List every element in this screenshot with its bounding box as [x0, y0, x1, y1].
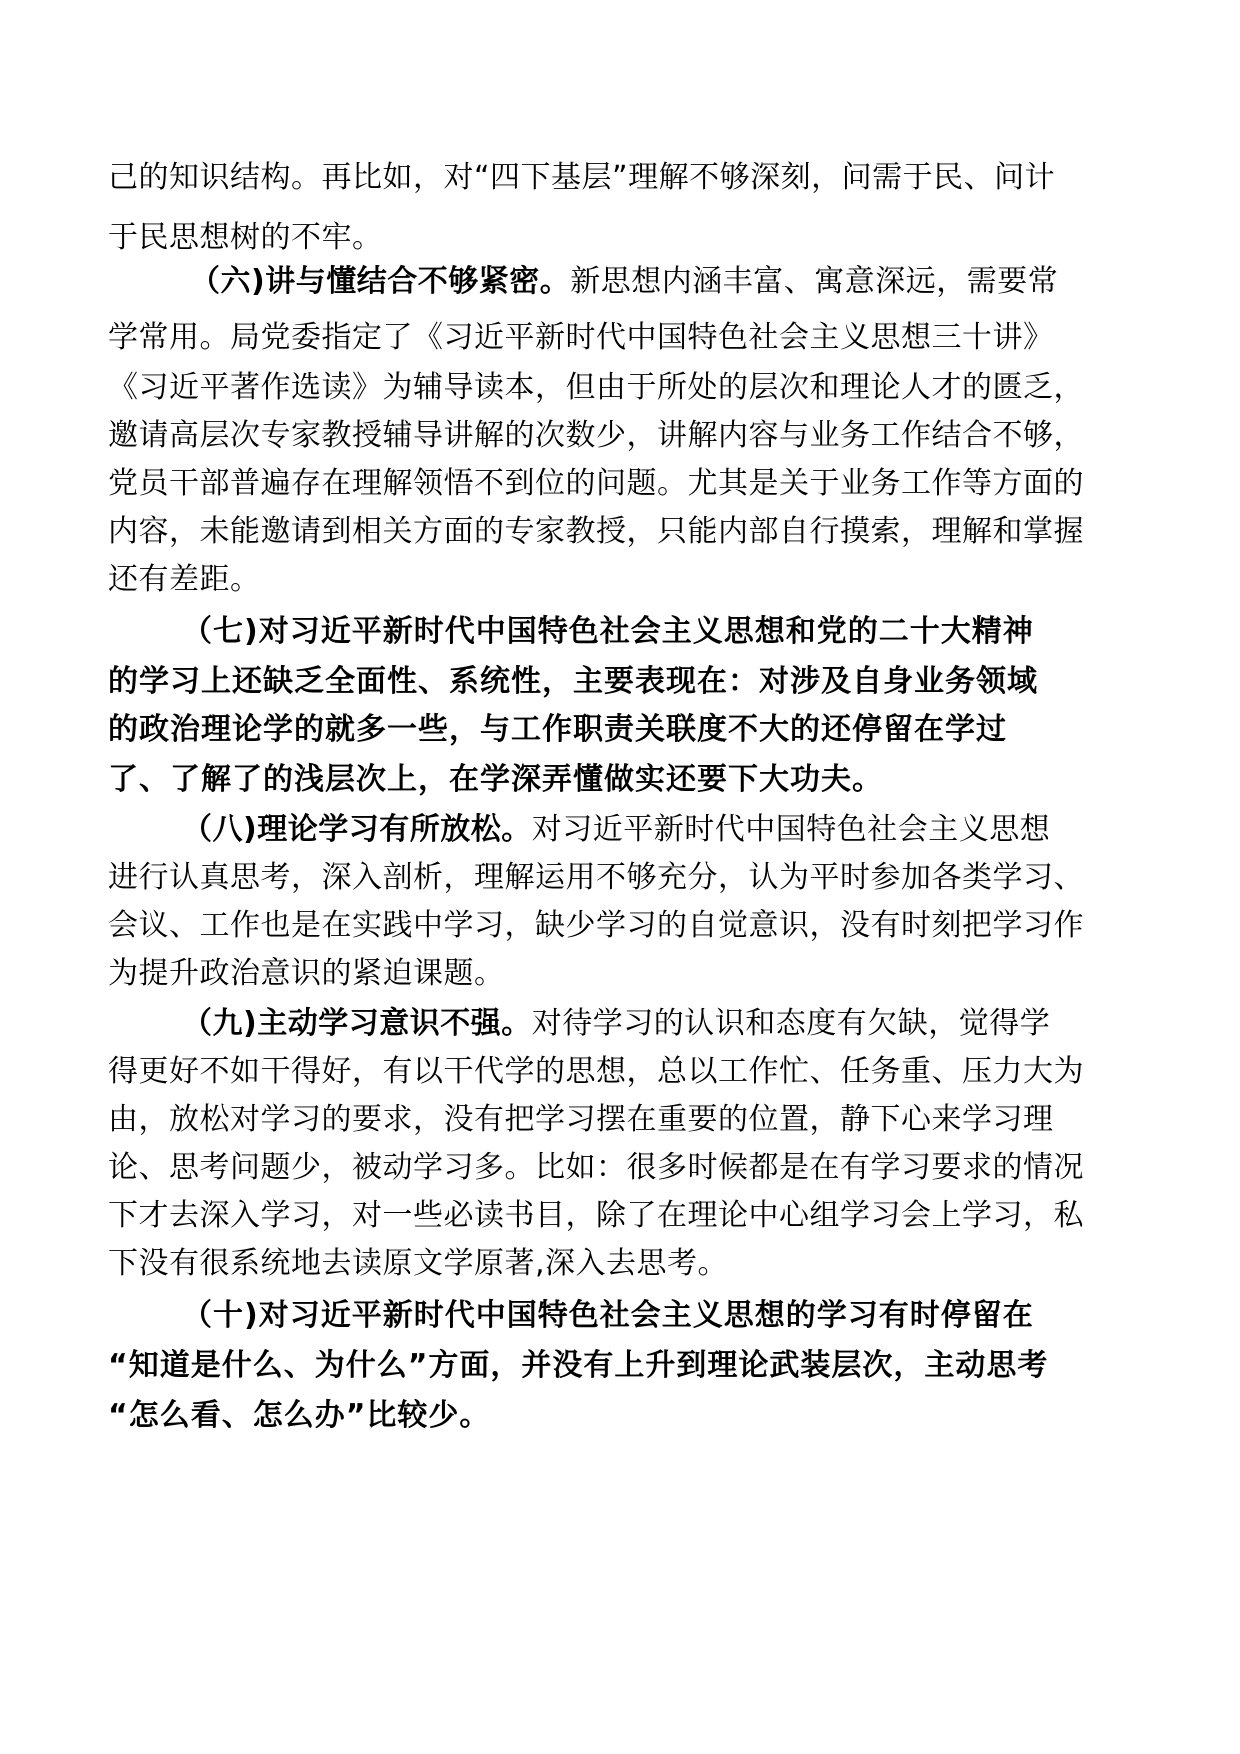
paragraph-line: 进行认真思考，深入剖析，理解运用不够充分，认为平时参加各类学习、: [108, 860, 1084, 895]
paragraph-8-first-line: [182, 810, 1050, 850]
paragraph-8-heading: （八)理论学习有所放松。: [182, 812, 532, 847]
paragraph-line: “怎么看、怎么办”比较少。: [108, 1398, 491, 1433]
paragraph-line: 于民思想树的不牢。: [108, 220, 383, 255]
paragraph-6-text: 新思想内涵丰富、寓意深远，需要常: [570, 264, 1059, 299]
paragraph-line: 还有差距。: [108, 562, 261, 597]
paragraph-line: 为提升政治意识的紧迫课题。: [108, 956, 505, 991]
paragraph-line: 会议、工作也是在实践中学习，缺少学习的自觉意识，没有时刻把学习作: [108, 908, 1084, 943]
paragraph-9-text: 对待学习的认识和态度有欠缺，觉得学: [531, 1006, 1051, 1041]
paragraph-line: 由，放松对学习的要求，没有把学习摆在重要的位置，静下心来学习理: [108, 1102, 1054, 1137]
paragraph-8-text: 对习近平新时代中国特色社会主义思想: [531, 812, 1051, 847]
paragraph-line: 的政治理论学的就多一些，与工作职责关联度不大的还停留在学过: [108, 712, 1007, 747]
paragraph-6-heading: （六)讲与懂结合不够紧密。: [190, 264, 571, 299]
paragraph-line: 论、思考问题少，被动学习多。比如：很多时候都是在有学习要求的情况: [108, 1150, 1084, 1185]
paragraph-10-heading-line: （十)对习近平新时代中国特色社会主义思想的学习有时停留在: [182, 1298, 1034, 1333]
paragraph-line: 了、了解了的浅层次上，在学深弄懂做实还要下大功夫。: [108, 762, 883, 797]
paragraph-line: “知道是什么、为什么”方面，并没有上升到理论武装层次，主动思考: [108, 1348, 1049, 1383]
paragraph-line: 党员干部普遍存在理解领悟不到位的问题。尤其是关于业务工作等方面的: [108, 466, 1084, 501]
paragraph-6-first-line: [190, 262, 1058, 302]
paragraph-line: 下没有很系统地去读原文学原著,深入去思考。: [108, 1246, 729, 1281]
paragraph-line: 《习近平著作选读》为辅导读本，但由于所处的层次和理论人才的匮乏，: [108, 370, 1084, 405]
paragraph-9-heading: （九)主动学习意识不强。: [182, 1006, 532, 1041]
paragraph-line: 下才去深入学习，对一些必读书目，除了在理论中心组学习会上学习，私: [108, 1198, 1084, 1233]
paragraph-line: 学常用。局党委指定了《习近平新时代中国特色社会主义思想三十讲》: [108, 320, 1054, 355]
paragraph-line: 己的知识结构。再比如，对“四下基层”理解不够深刻，问需于民、问计: [108, 160, 1056, 195]
paragraph-line: 邀请高层次专家教授辅导讲解的次数少，讲解内容与业务工作结合不够，: [108, 418, 1084, 453]
paragraph-line: 内容，未能邀请到相关方面的专家教授，只能内部自行摸索，理解和掌握: [108, 514, 1084, 549]
paragraph-line: 的学习上还缺乏全面性、系统性，主要表现在：对涉及自身业务领域: [108, 664, 1038, 699]
paragraph-9-first-line: [182, 1004, 1050, 1044]
paragraph-7-heading-line: （七)对习近平新时代中国特色社会主义思想和党的二十大精神: [182, 614, 1034, 649]
paragraph-line: 得更好不如干得好，有以干代学的思想，总以工作忙、任务重、压力大为: [108, 1054, 1084, 1089]
